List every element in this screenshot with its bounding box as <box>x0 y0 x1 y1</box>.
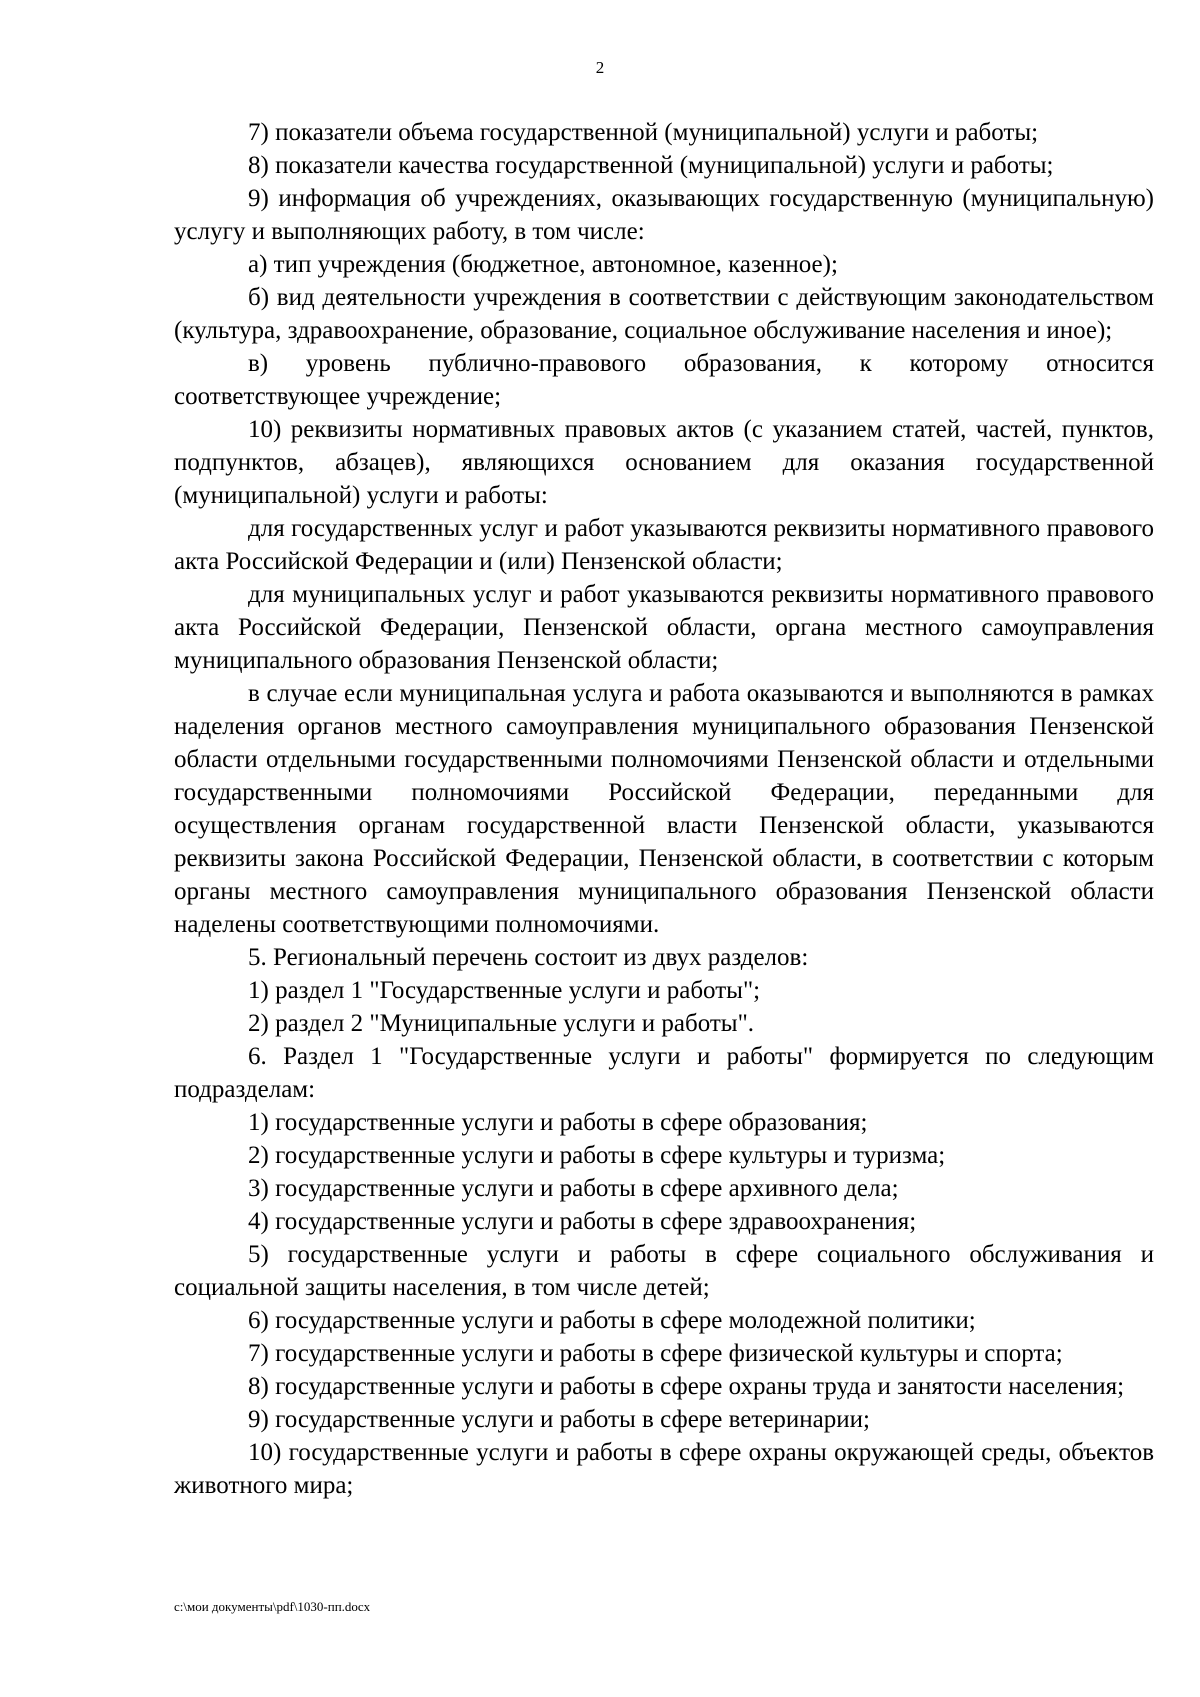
paragraph-subsection-7: 7) государственные услуги и работы в сфере физической культуры и спорта; <box>248 1340 1063 1367</box>
paragraph-subsection-5: 5) государственные услуги и работы в сфере социального обслуживания и социальной защиты населения, в том числе детей; <box>174 1241 1154 1301</box>
paragraph-subsection-3: 3) государственные услуги и работы в сфере архивного дела; <box>248 1175 899 1202</box>
paragraph-subsection-1: 1) государственные услуги и работы в сфере образования; <box>248 1109 868 1136</box>
paragraph-subsection-2: 2) государственные услуги и работы в сфере культуры и туризма; <box>248 1142 946 1169</box>
paragraph-item-7: 7) показатели объема государственной (муниципальной) услуги и работы; <box>248 119 1039 146</box>
paragraph-section-5-part-2: 2) раздел 2 "Муниципальные услуги и работы". <box>248 1010 755 1037</box>
paragraph-delegated-powers: в случае если муниципальная услуга и работа оказываются и выполняются в рамках наделения органов местного самоуправления муниципального образования Пензенской области отдельными государственными полномочиями Пензенской области и отдельными государственными полномочиями Российской Федерации, переданными для осуществления органам государственной власти Пензенской области, указываются реквизиты закона Российской Федерации, Пензенской области, в соответствии с которым органы местного самоуправления муниципального образования Пензенской области наделены соответствующими полномочиями. <box>174 680 1154 938</box>
paragraph-section-5-part-1: 1) раздел 1 "Государственные услуги и работы"; <box>248 977 761 1004</box>
paragraph-subsection-8: 8) государственные услуги и работы в сфере охраны труда и занятости населения; <box>248 1373 1125 1400</box>
paragraph-municipal-services-requisites: для муниципальных услуг и работ указываются реквизиты нормативного правового акта Российской Федерации, Пензенской области, органа местного самоуправления муниципального образования Пензенской области; <box>174 581 1154 674</box>
paragraph-subsection-9: 9) государственные услуги и работы в сфере ветеринарии; <box>248 1406 870 1433</box>
paragraph-subsection-10: 10) государственные услуги и работы в сфере охраны окружающей среды, объектов животного мира; <box>174 1439 1154 1499</box>
paragraph-section-5: 5. Региональный перечень состоит из двух разделов: <box>248 944 809 971</box>
footer-file-path: c:\мои документы\pdf\1030-пп.docx <box>174 1599 371 1614</box>
paragraph-subsection-4: 4) государственные услуги и работы в сфере здравоохранения; <box>248 1208 917 1235</box>
paragraph-section-6: 6. Раздел 1 "Государственные услуги и работы" формируется по следующим подразделам: <box>174 1043 1154 1103</box>
paragraph-item-8: 8) показатели качества государственной (муниципальной) услуги и работы; <box>248 152 1054 179</box>
document-body <box>174 116 1154 1502</box>
paragraph-item-9: 9) информация об учреждениях, оказывающих государственную (муниципальную) услугу и выполняющих работу, в том числе: <box>174 185 1154 245</box>
paragraph-subitem-a: а) тип учреждения (бюджетное, автономное, казенное); <box>248 251 838 278</box>
paragraph-subsection-6: 6) государственные услуги и работы в сфере молодежной политики; <box>248 1307 976 1334</box>
paragraph-subitem-v: в) уровень публично-правового образования, к которому относится соответствующее учреждение; <box>174 350 1154 410</box>
page-number: 2 <box>595 58 605 77</box>
paragraph-state-services-requisites: для государственных услуг и работ указываются реквизиты нормативного правового акта Российской Федерации и (или) Пензенской области; <box>174 515 1154 575</box>
paragraph-item-10: 10) реквизиты нормативных правовых актов (с указанием статей, частей, пунктов, подпунктов, абзацев), являющихся основанием для оказания государственной (муниципальной) услуги и работы: <box>174 416 1154 509</box>
paragraph-subitem-b: б) вид деятельности учреждения в соответствии с действующим законодательством (культура, здравоохранение, образование, социальное обслуживание населения и иное); <box>174 284 1154 344</box>
